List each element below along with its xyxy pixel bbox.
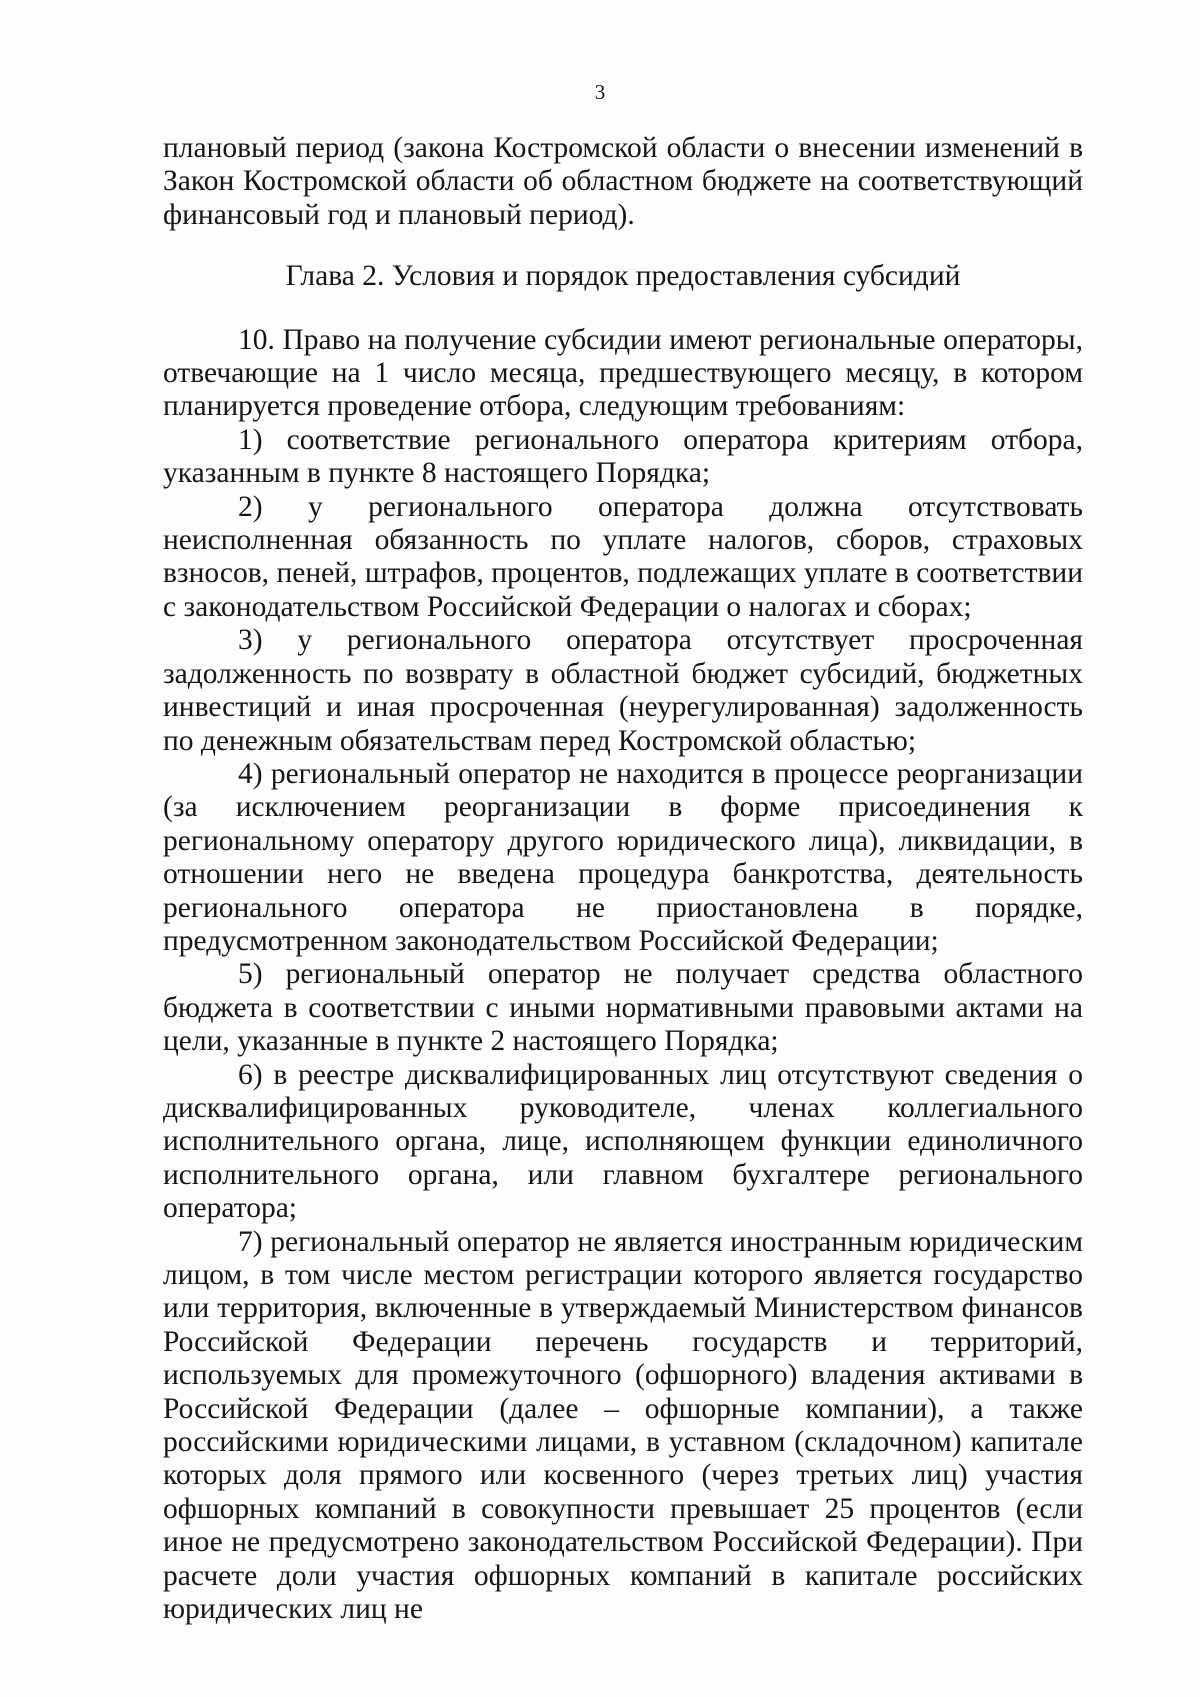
clause-item-6: 6) в реестре дисквалифицированных лиц отсутствуют сведения о дисквалифицированных руководителе, членах коллегиального исполнительного органа, лице, исполняющем функции единоличного исполнительного органа, или главном бухгалтере регионального оператора; <box>163 1058 1083 1225</box>
clause-item-4: 4) региональный оператор не находится в процессе реорганизации (за исключением реорганизации в форме присоединения к региональному оператору другого юридического лица), ликвидации, в отношении него не введена процедура банкротства, деятельность регионального оператора не приостановлена в порядке, предусмотренном законодательством Российской Федерации; <box>163 757 1083 957</box>
clause-item-1: 1) соответствие регионального оператора критериям отбора, указанным в пункте 8 настоящего Порядка; <box>163 423 1083 490</box>
chapter-heading: Глава 2. Условия и порядок предоставления субсидий <box>285 260 961 293</box>
clause-item-2: 2) у регионального оператора должна отсутствовать неисполненная обязанность по уплате налогов, сборов, страховых взносов, пеней, штрафов, процентов, подлежащих уплате в соответствии с законодательством Российской Федерации о налогах и сборах; <box>163 490 1083 623</box>
intro-paragraph: плановый период (закона Костромской области о внесении изменений в Закон Костромской области об областном бюджете на соответствующий финансовый год и плановый период). <box>163 132 1083 231</box>
clause-item-3: 3) у регионального оператора отсутствует просроченная задолженность по возврату в областной бюджет субсидий, бюджетных инвестиций и иная просроченная (неурегулированная) задолженность по денежным обязательствам перед Костромской областью; <box>163 624 1083 757</box>
clause-10-paragraph: 10. Право на получение субсидии имеют региональные операторы, отвечающие на 1 число месяца, предшествующего месяцу, в котором планируется проведение отбора, следующим требованиям: <box>163 323 1083 423</box>
clause-item-5: 5) региональный оператор не получает средства областного бюджета в соответствии с иными нормативными правовыми актами на цели, указанные в пункте 2 настоящего Порядка; <box>163 958 1083 1058</box>
document-body <box>163 132 1083 1626</box>
page-number: 3 <box>594 80 606 104</box>
clause-item-7: 7) региональный оператор не является иностранным юридическим лицом, в том числе местом регистрации которого является государство или территория, включенные в утверждаемый Министерством финансов Российской Федерации перечень государств и территорий, используемых для промежуточного (офшорного) владения активами в Российской Федерации (далее – офшорные компании), а также российскими юридическими лицами, в уставном (складочном) капитале которых доля прямого или косвенного (через третьих лиц) участия офшорных компаний в совокупности превышает 25 процентов (если иное не предусмотрено законодательством Российской Федерации). При расчете доли участия офшорных компаний в капитале российских юридических лиц не <box>163 1225 1083 1626</box>
